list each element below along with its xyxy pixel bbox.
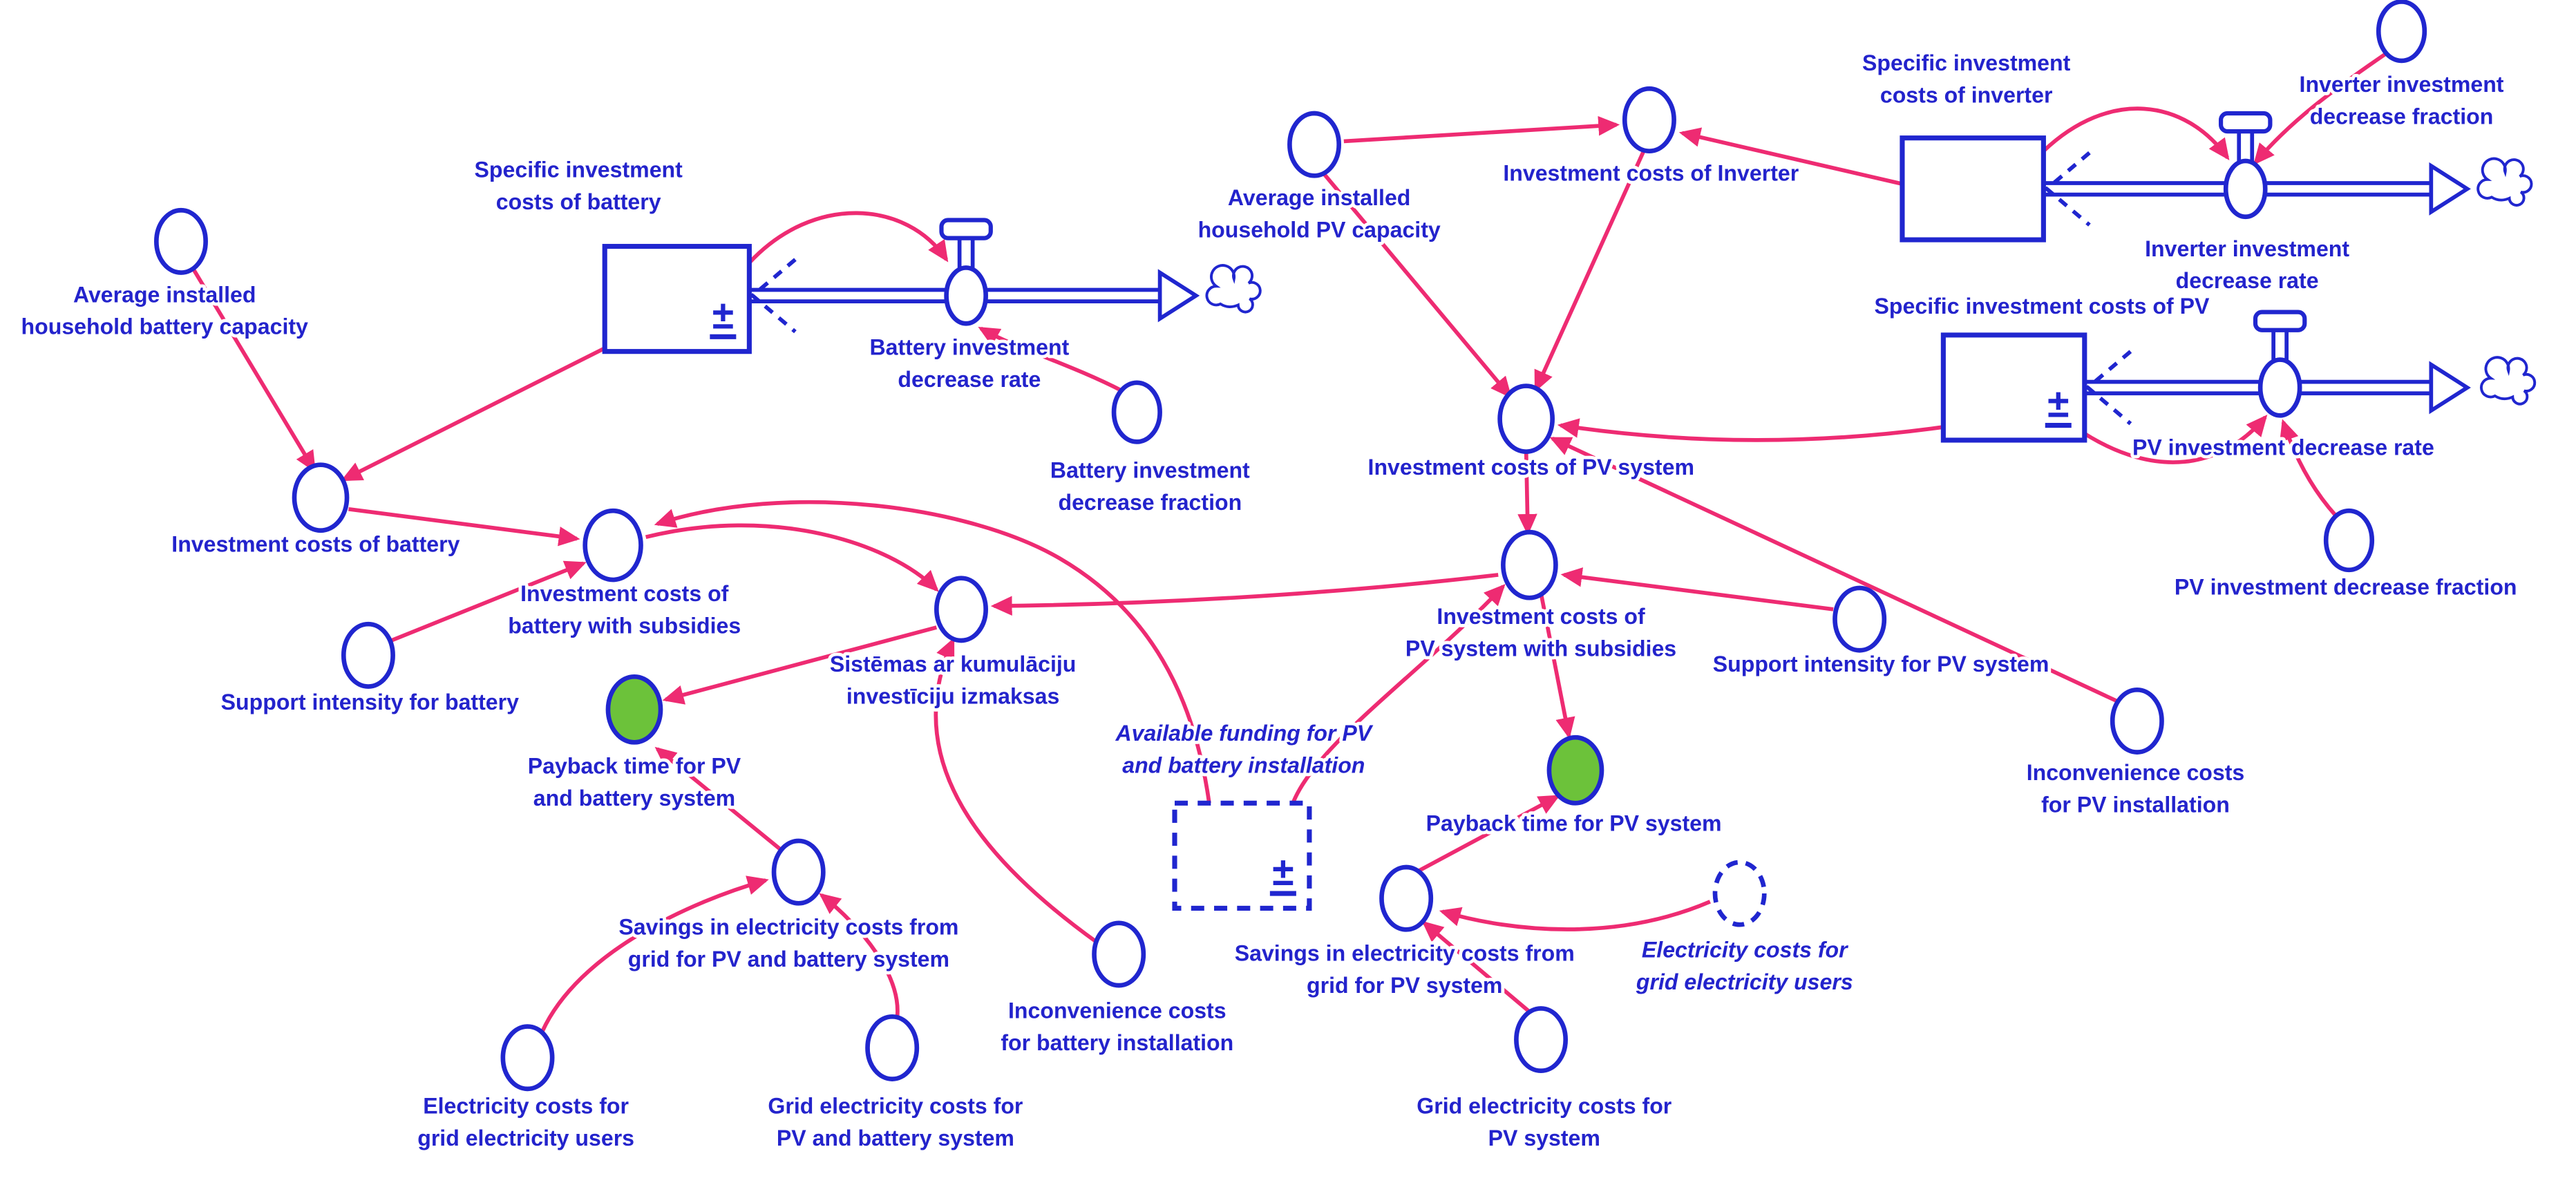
variable-elec-costs-grid-users-shadow [1715,862,1764,925]
variable-elec-costs-grid-users [503,1027,552,1089]
variable-grid-costs-pv-battery [868,1016,917,1079]
variable-avg-batt-capacity-label: Average installed household battery capacity [21,282,308,339]
variable-battery-decrease-fraction-label: Battery investment decrease fraction [1050,457,1250,515]
valve-body [947,267,986,323]
variable-avg-pv-capacity [1289,113,1338,176]
cloud-icon [2478,159,2531,205]
variable-battery-decrease-fraction [1114,383,1160,442]
variable-avg-pv-capacity-label: Average installed household PV capacity [1197,185,1441,243]
variable-inverter-decrease-fraction-label: Inverter investment decrease fraction [2299,72,2504,129]
variable-elec-costs-grid-users-shadow-label: Electricity costs for grid electricity users [1636,937,1853,995]
variable-elec-costs-grid-users-label: Electricity costs for grid electricity users [417,1093,635,1150]
variable-inv-costs-pv-system [1500,386,1553,452]
flow-inverter-decrease-flow-label: Inverter investment decrease rate [2145,236,2350,294]
cloud-icon [2481,357,2535,404]
variable-inv-costs-inverter-label: Investment costs of Inverter [1503,160,1799,186]
plus-minus-sign: ± [1272,850,1294,895]
variable-pv-decrease-fraction [2326,511,2372,570]
valve-body [2226,161,2265,217]
variable-pv-decrease-fraction-label: PV investment decrease fraction [2174,574,2517,600]
variable-savings-grid-pv-battery-label: Savings in electricity costs from grid for PV and battery system [618,914,959,972]
variable-inv-costs-pv-system-label: Investment costs of PV system [1367,454,1694,480]
variable-payback-pv-battery [608,676,661,742]
variable-support-intensity-battery [343,624,392,686]
valve-handle [2255,312,2304,330]
variable-grid-costs-pv-label: Grid electricity costs for PV system [1417,1093,1672,1150]
variable-support-intensity-pv [1835,588,1884,650]
variable-payback-pv-battery-label: Payback time for PV and battery system [527,753,741,811]
variable-savings-grid-pv-battery [774,841,823,903]
variable-inconvenience-pv [2112,690,2161,752]
cloud-icon [1206,265,1260,312]
variable-support-intensity-battery-label: Support intensity for battery [220,689,519,714]
flow-battery-decrease-flow-label: Battery investment decrease rate [869,334,1070,392]
stock-spec-inv-costs-pv-label: Specific investment costs of PV [1874,293,2210,319]
variable-grid-costs-pv [1516,1008,1565,1070]
plus-minus-sign: ± [712,293,735,338]
variable-inconvenience-battery [1095,923,1144,985]
variable-inverter-decrease-fraction [2378,1,2425,61]
variable-savings-grid-pv-label: Savings in electricity costs from grid for PV system [1234,940,1575,998]
variable-sistemas-kumulacija-label: Sistēmas ar kumulāciju investīciju izmaksas [829,652,1077,709]
variable-inv-costs-inverter [1625,88,1674,151]
variable-grid-costs-pv-battery-label: Grid electricity costs for PV and battery system [768,1093,1023,1150]
stock-available-funding-label: Available funding for PV and battery installation [1115,720,1372,778]
variable-inv-costs-battery-subsidies-label: Investment costs of battery with subsidies [508,580,741,638]
variable-inconvenience-battery-label: Inconvenience costs for battery installation [1001,998,1234,1056]
variable-support-intensity-pv-label: Support intensity for PV system [1712,652,2049,677]
variable-savings-grid-pv [1381,867,1430,929]
stock-spec-inv-costs-inverter-label: Specific investment costs of inverter [1862,50,2071,108]
variable-avg-batt-capacity [156,210,205,272]
variable-inv-costs-battery-subsidies [585,511,641,580]
variable-sistemas-kumulacija [936,578,985,641]
stock-spec-inv-costs-inverter [1902,138,2043,240]
plus-minus-sign: ± [2047,381,2070,426]
variable-inv-costs-pv-subsidies [1503,532,1555,598]
valve-handle [941,220,990,238]
variable-inv-costs-pv-subsidies-label: Investment costs of PV system with subsidies [1405,604,1677,661]
flow-pv-decrease-flow-label: PV investment decrease rate [2132,435,2434,460]
variable-payback-pv [1549,737,1602,803]
valve-handle [2221,113,2270,131]
variable-payback-pv-label: Payback time for PV system [1426,811,1722,836]
stock-spec-inv-costs-battery-label: Specific investment costs of battery [474,157,683,215]
variable-inv-costs-battery [294,465,347,531]
variable-inconvenience-pv-label: Inconvenience costs for PV installation [2026,760,2245,817]
variable-inv-costs-battery-label: Investment costs of battery [171,531,460,557]
valve-body [2260,360,2300,416]
